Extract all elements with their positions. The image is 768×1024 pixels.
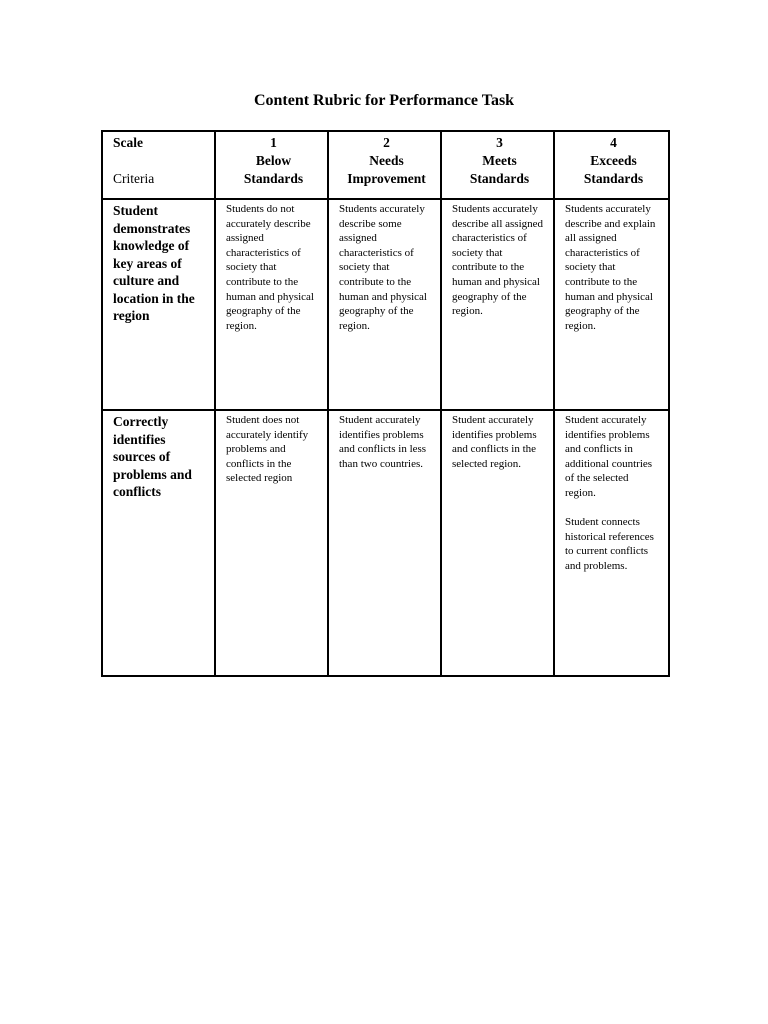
description-text: Student does not accurately identify problems and conflicts in the selected region — [226, 414, 309, 485]
description-text: Students accurately describe some assigned characteristics of society that contribute to the human and physical geography of the region. — [339, 203, 427, 332]
description-text: Students accurately describe and explain all assigned characteristics of society that contribute to the human and physical geography of the region. — [565, 203, 656, 332]
table-row — [102, 410, 669, 676]
scale-label: Scale — [113, 135, 143, 150]
level-name-line2: Standards — [243, 171, 304, 186]
description-text: Students do not accurately describe assigned characteristics of society that contribute to the human and physical geography of the region. — [226, 203, 314, 332]
table-row — [102, 199, 669, 410]
level-number: 1 — [270, 135, 277, 150]
description-text: Student accurately identifies problems and conflicts in less than two countries. — [339, 414, 427, 470]
level-number: 4 — [610, 135, 617, 150]
criterion-cell: Student demonstrates knowledge of key areas of culture and location in the region — [102, 199, 215, 410]
page-title: Content Rubric for Performance Task — [253, 92, 515, 109]
criterion-cell: Correctly identifies sources of problems and conflicts — [102, 410, 215, 676]
description-cell — [215, 199, 328, 410]
description-cell — [328, 410, 441, 676]
header-level-3 — [441, 131, 554, 199]
header-level-2 — [328, 131, 441, 199]
level-name-line2: Improvement — [347, 171, 426, 186]
level-name-line2: Standards — [469, 171, 530, 186]
description-text: Student accurately identifies problems and conflicts in the selected region. — [452, 414, 537, 470]
table-header-row — [102, 131, 669, 199]
level-number: 3 — [496, 135, 503, 150]
description-cell — [441, 410, 554, 676]
criteria-label: Criteria — [113, 171, 155, 186]
header-criteria-cell — [102, 131, 215, 199]
description-text: Student connects historical references to current conflicts and problems. — [565, 516, 654, 572]
level-name-line1: Meets — [482, 153, 517, 168]
description-text: Student accurately identifies problems and conflicts in additional countries of the selected region. — [565, 414, 653, 499]
description-cell — [554, 199, 669, 410]
description-cell — [554, 410, 669, 676]
description-text: Students accurately describe all assigned characteristics of society that contribute to the human and physical geography of the region. — [452, 203, 544, 318]
description-cell — [328, 199, 441, 410]
description-cell — [441, 199, 554, 410]
level-number: 2 — [383, 135, 390, 150]
header-level-4 — [554, 131, 669, 199]
header-level-1 — [215, 131, 328, 199]
description-cell — [215, 410, 328, 676]
rubric-table — [101, 130, 670, 677]
level-name-line1: Below — [255, 153, 292, 168]
level-name-line1: Exceeds — [590, 153, 637, 168]
level-name-line1: Needs — [369, 153, 404, 168]
level-name-line2: Standards — [583, 171, 644, 186]
